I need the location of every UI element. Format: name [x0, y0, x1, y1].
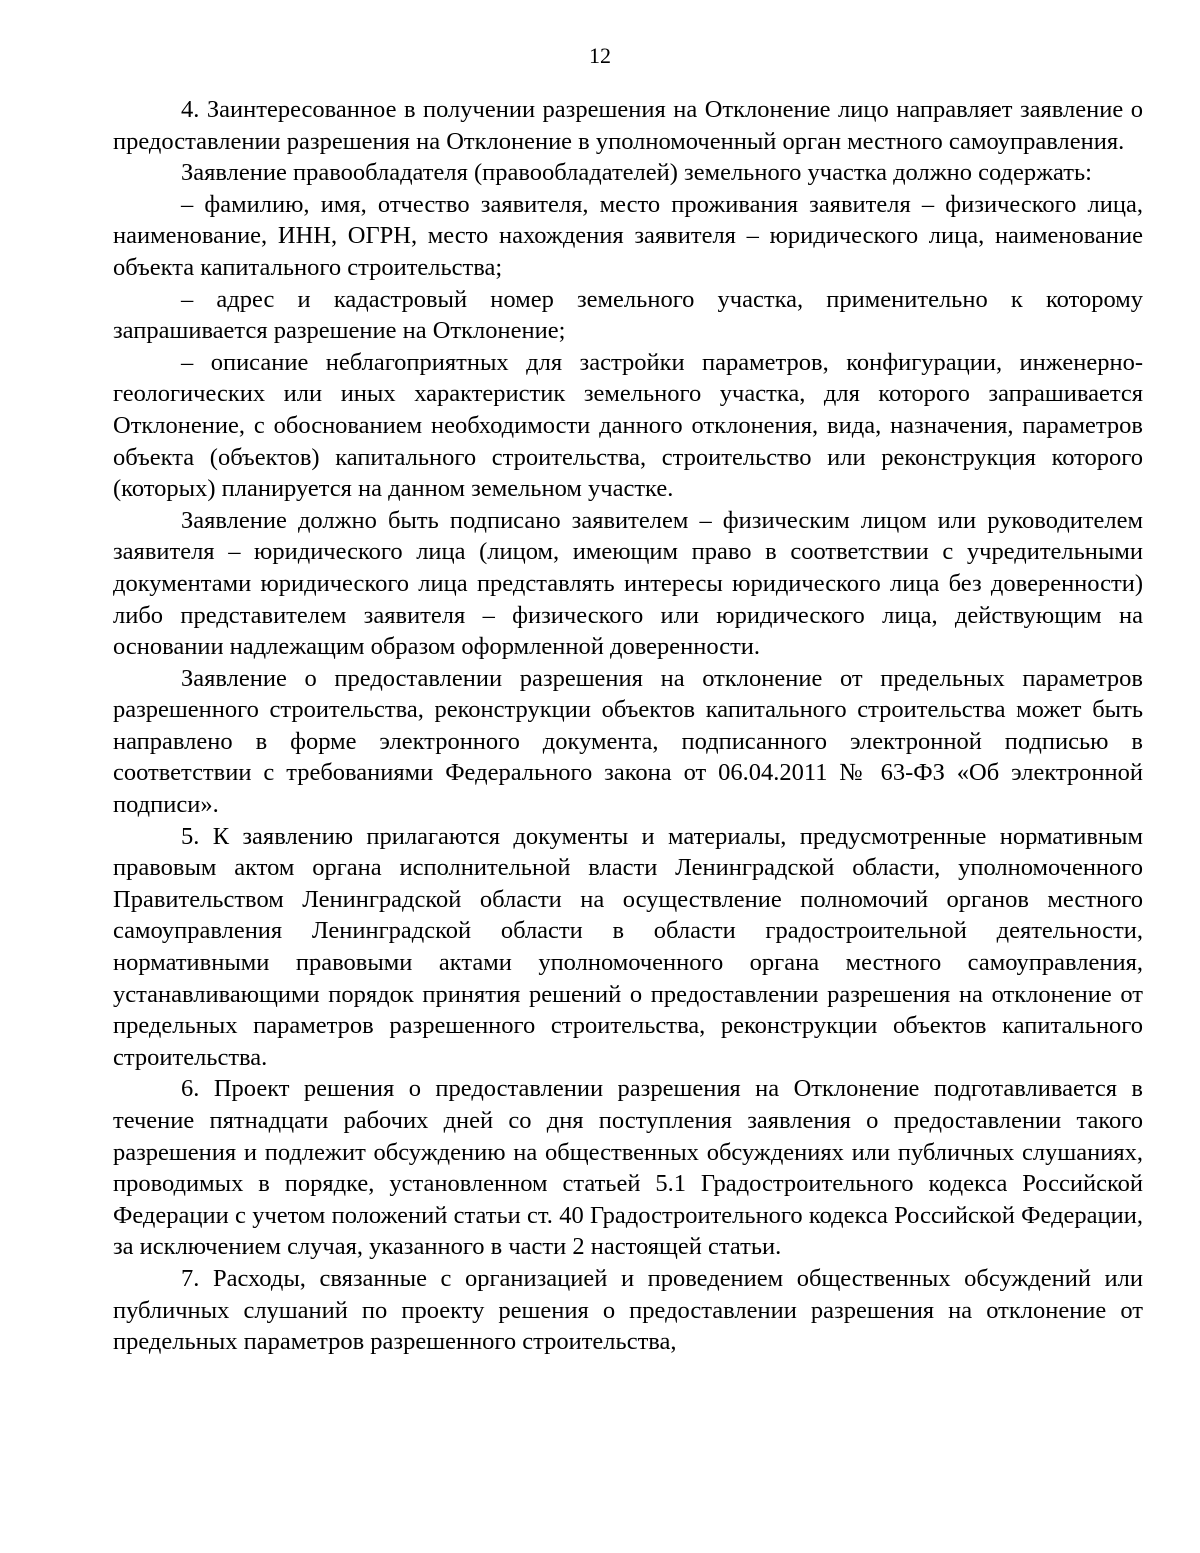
paragraph-item-6: 6. Проект решения о предоставлении разрешения на Отклонение подготавливается в течение пятнадцати рабочих дней со дня поступления заявления о предоставлении такого разрешения и подлежит обсуждению на общественных обсуждениях или публичных слушаниях, проводимых в порядке, установленном статьей 5.1 Градостроительного кодекса Российской Федерации с учетом положений статьи ст. 40 Градостроительного кодекса Российской Федерации, за исключением случая, указанного в части 2 настоящей статьи. — [113, 1075, 1143, 1261]
paragraph-item-4: 4. Заинтересованное в получении разрешения на Отклонение лицо направляет заявление о предоставлении разрешения на Отклонение в уполномоченный орган местного самоуправления. — [113, 96, 1143, 155]
paragraph-electronic-form: Заявление о предоставлении разрешения на отклонение от предельных параметров разрешенного строительства, реконструкции объектов капитального строительства может быть направлено в форме электронного документа, подписанного электронной подписью в соответствии с требованиями Федерального закона от 06.04.2011 № 63-ФЗ «Об электронной подписи». — [113, 664, 1143, 819]
page-number: 12 — [589, 43, 611, 68]
paragraph-application-content: Заявление правообладателя (правообладателей) земельного участка должно содержать: — [181, 159, 1092, 187]
document-body — [113, 94, 1143, 1358]
paragraph-signature: Заявление должно быть подписано заявителем – физическим лицом или руководителем заявителя – юридического лица (лицом, имеющим право в соответствии с учредительными документами юридического лица представлять интересы юридического лица без доверенности) либо представителем заявителя – физического или юридического лица, действующим на основании надлежащим образом оформленной доверенности. — [113, 506, 1143, 661]
paragraph-dash-applicant-name: – фамилию, имя, отчество заявителя, место проживания заявителя – физического лица, наименование, ИНН, ОГРН, место нахождения заявителя – юридического лица, наименование объекта капитального строительства; — [113, 190, 1143, 281]
paragraph-dash-address-cadastral: – адрес и кадастровый номер земельного участка, применительно к которому запрашивается разрешение на Отклонение; — [113, 285, 1143, 345]
paragraph-dash-description: – описание неблагоприятных для застройки параметров, конфигурации, инженерно-геологических или иных характеристик земельного участка, для которого запрашивается Отклонение, с обоснованием необходимости данного отклонения, вида, назначения, параметров объекта (объектов) капитального строительства, строительство или реконструкция которого (которых) планируется на данном земельном участке. — [113, 348, 1143, 503]
paragraph-item-5: 5. К заявлению прилагаются документы и материалы, предусмотренные нормативным правовым актом органа исполнительной власти Ленинградской области, уполномоченного Правительством Ленинградской области на осуществление полномочий органов местного самоуправления Ленинградской области в области градостроительной деятельности, нормативными правовыми актами уполномоченного органа местного самоуправления, устанавливающими порядок принятия решений о предоставлении разрешения на отклонение от предельных параметров разрешенного строительства, реконструкции объектов капитального строительства. — [113, 822, 1143, 1071]
paragraph-item-7: 7. Расходы, связанные с организацией и проведением общественных обсуждений или публичных слушаний по проекту решения о предоставлении разрешения на отклонение от предельных параметров разрешенного строительства, — [113, 1264, 1143, 1356]
